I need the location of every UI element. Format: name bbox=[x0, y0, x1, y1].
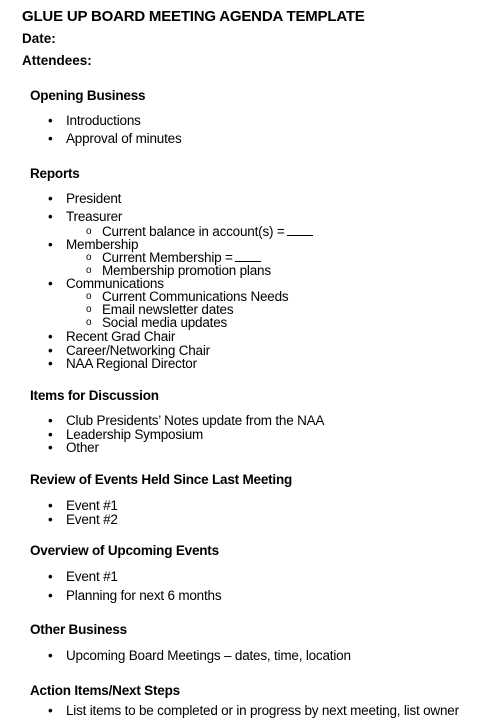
item-text: Recent Grad Chair bbox=[66, 329, 176, 344]
item-text: Treasurer bbox=[66, 209, 123, 224]
item-text: Event #1 bbox=[66, 498, 118, 513]
bullet-icon: • bbox=[48, 413, 53, 428]
bullet-icon: • bbox=[48, 209, 53, 224]
sub-bullet-icon: o bbox=[86, 265, 92, 276]
fill-in-blank bbox=[287, 225, 313, 236]
item-text: Leadership Symposium bbox=[66, 427, 204, 442]
sub-item-text: Current Membership = bbox=[102, 250, 261, 265]
bullet-icon: • bbox=[48, 131, 53, 146]
bullet-icon: • bbox=[48, 237, 53, 252]
sub-bullet-icon: o bbox=[86, 252, 92, 263]
section-heading: Reports bbox=[30, 166, 80, 181]
section-heading: Other Business bbox=[30, 622, 127, 637]
section-heading: Items for Discussion bbox=[30, 388, 159, 403]
item-text: Approval of minutes bbox=[66, 131, 182, 146]
bullet-icon: • bbox=[48, 276, 53, 291]
item-text: Communications bbox=[66, 276, 164, 291]
bullet-icon: • bbox=[48, 113, 53, 128]
bullet-icon: • bbox=[48, 356, 53, 371]
item-text: Upcoming Board Meetings – dates, time, location bbox=[66, 648, 351, 663]
item-text: President bbox=[66, 191, 122, 206]
bullet-icon: • bbox=[48, 427, 53, 442]
sub-bullet-icon: o bbox=[86, 291, 92, 302]
item-text: Other bbox=[66, 440, 99, 455]
date-label: Date: bbox=[22, 31, 56, 46]
item-text: Event #2 bbox=[66, 512, 118, 527]
sub-item-text: Social media updates bbox=[102, 315, 228, 330]
sub-item-text: Current Communications Needs bbox=[102, 289, 289, 304]
item-text: Planning for next 6 months bbox=[66, 588, 222, 603]
sub-item-text: Current balance in account(s) = bbox=[102, 224, 313, 239]
bullet-icon: • bbox=[48, 191, 53, 206]
item-text: Event #1 bbox=[66, 569, 118, 584]
item-text: Introductions bbox=[66, 113, 141, 128]
bullet-icon: • bbox=[48, 569, 53, 584]
attendees-label: Attendees: bbox=[22, 53, 92, 68]
item-text: Club Presidents’ Notes update from the NAA bbox=[66, 413, 325, 428]
item-text: Career/Networking Chair bbox=[66, 343, 210, 358]
section-heading: Action Items/Next Steps bbox=[30, 683, 180, 698]
sub-item-text: Membership promotion plans bbox=[102, 263, 271, 278]
sub-bullet-icon: o bbox=[86, 304, 92, 315]
fill-in-blank bbox=[235, 251, 261, 262]
section-heading: Review of Events Held Since Last Meeting bbox=[30, 472, 293, 487]
document-title: GLUE UP BOARD MEETING AGENDA TEMPLATE bbox=[22, 8, 365, 25]
section-heading: Overview of Upcoming Events bbox=[30, 543, 219, 558]
bullet-icon: • bbox=[48, 512, 53, 527]
bullet-icon: • bbox=[48, 648, 53, 663]
bullet-icon: • bbox=[48, 703, 53, 718]
bullet-icon: • bbox=[48, 440, 53, 455]
bullet-icon: • bbox=[48, 329, 53, 344]
sub-bullet-icon: o bbox=[86, 226, 92, 237]
bullet-icon: • bbox=[48, 343, 53, 358]
bullet-icon: • bbox=[48, 588, 53, 603]
sub-item-text: Email newsletter dates bbox=[102, 302, 234, 317]
bullet-icon: • bbox=[48, 498, 53, 513]
item-text: Membership bbox=[66, 237, 139, 252]
sub-bullet-icon: o bbox=[86, 317, 92, 328]
item-text: NAA Regional Director bbox=[66, 356, 197, 371]
item-text: List items to be completed or in progress by next meeting, list owner bbox=[66, 703, 459, 718]
section-heading: Opening Business bbox=[30, 88, 146, 103]
